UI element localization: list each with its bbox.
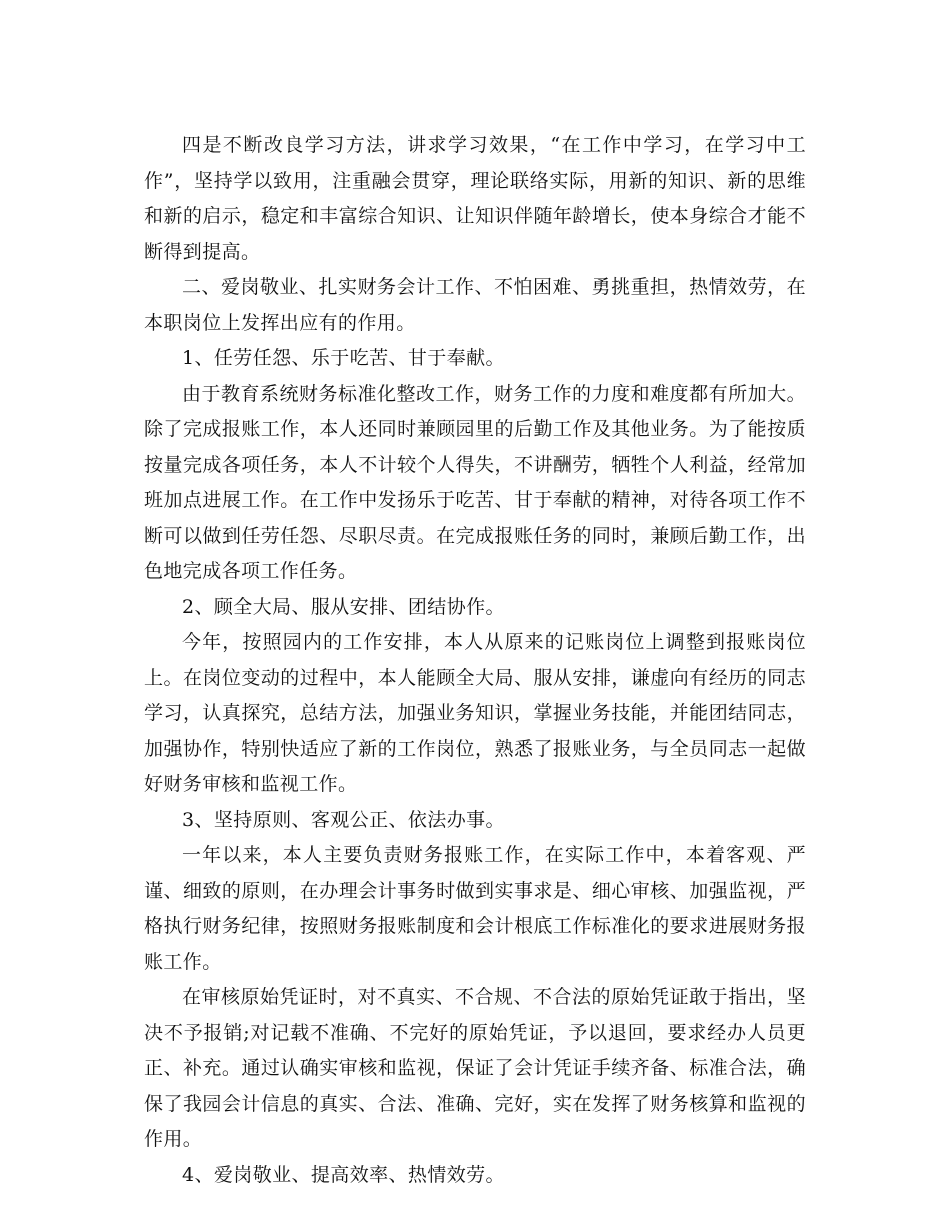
section-heading-dedication: 二、爱岗敬业、扎实财务会计工作、不怕困难、勇挑重担，热情效劳，在本职岗位上发挥出应有的作用。 xyxy=(144,276,806,334)
paragraph-teamwork: 今年，按照园内的工作安排，本人从原来的记账岗位上调整到报账岗位上。在岗位变动的过程中，本人能顾全大局、服从安排，谦虚向有经历的同志学习，认真探究，总结方法，加强业务知识，掌握业务技能，并能团结同志，加强协作，特别快适应了新的工作岗位，熟悉了报账业务，与全员同志一起做好财务审核和监视工作。 xyxy=(144,631,806,795)
paragraph-voucher-review: 在审核原始凭证时，对不真实、不合规、不合法的原始凭证敢于指出，坚决不予报销;对记载不准确、不完好的原始凭证，予以退回，要求经办人员更正、补充。通过认确实审核和监视，保证了会计凭证手续齐备、标准合法，确保了我园会计信息的真实、合法、准确、完好，实在发挥了财务核算和监视的作用。 xyxy=(144,986,806,1150)
subheading-efficiency: 4、爱岗敬业、提高效率、热情效劳。 xyxy=(182,1163,505,1186)
paragraph-hardworking: 由于教育系统财务标准化整改工作，财务工作的力度和难度都有所加大。除了完成报账工作，本人还同时兼顾园里的后勤工作及其他业务。为了能按质按量完成各项任务，本人不计较个人得失，不讲酬劳，牺牲个人利益，经常加班加点进展工作。在工作中发扬乐于吃苦、甘于奉献的精神，对待各项工作不断可以做到任劳任怨、尽职尽责。在完成报账任务的同时，兼顾后勤工作，出色地完成各项工作任务。 xyxy=(144,382,806,582)
paragraph-study-methods: 四是不断改良学习方法，讲求学习效果，“在工作中学习，在学习中工作”，坚持学以致用，注重融会贯穿，理论联络实际，用新的知识、新的思维和新的启示，稳定和丰富综合知识、让知识伴随年龄增长，使本身综合才能不断得到提高。 xyxy=(144,134,806,263)
subheading-hardworking: 1、任劳任怨、乐于吃苦、甘于奉献。 xyxy=(182,347,505,369)
subheading-principles: 3、坚持原则、客观公正、依法办事。 xyxy=(182,808,505,831)
subheading-teamwork: 2、顾全大局、服从安排、团结协作。 xyxy=(182,595,505,618)
paragraph-principles: 一年以来，本人主要负责财务报账工作，在实际工作中，本着客观、严谨、细致的原则，在办理会计事务时做到实事求是、细心审核、加强监视，严格执行财务纪律，按照财务报账制度和会计根底工作标准化的要求进展财务报账工作。 xyxy=(144,844,806,973)
document-body xyxy=(144,128,806,1193)
